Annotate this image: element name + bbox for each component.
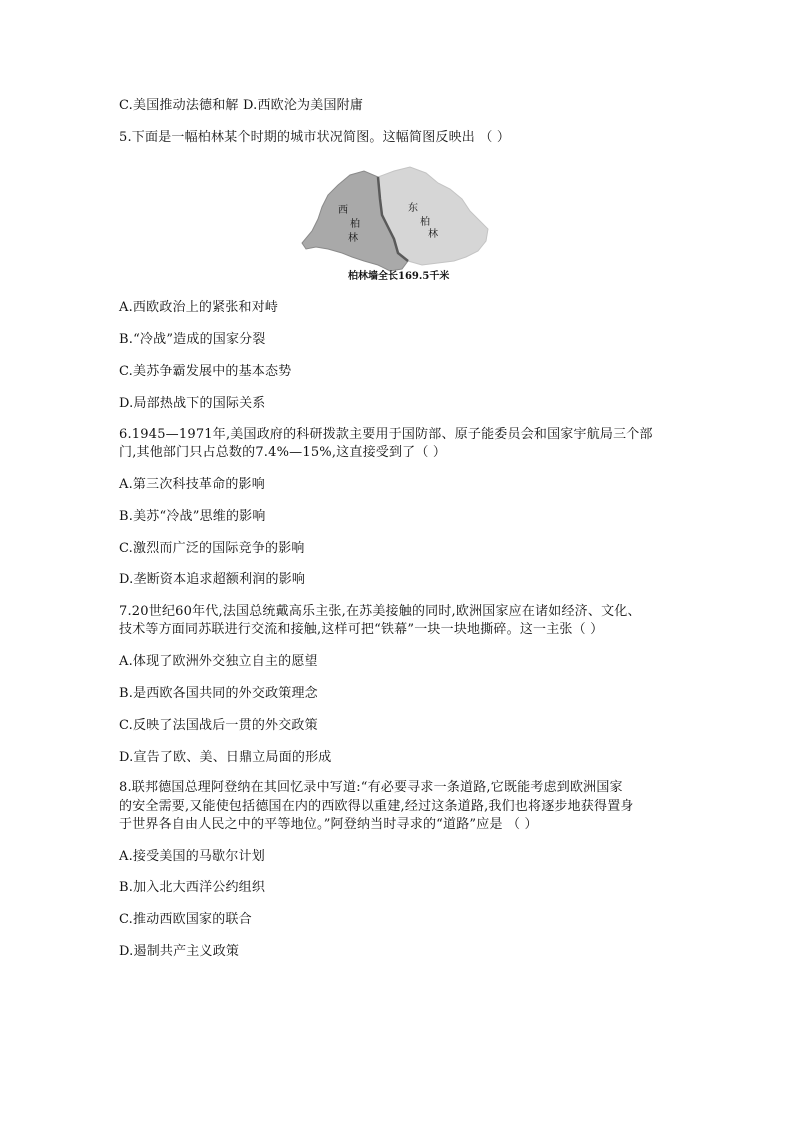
west-label-1: 西 bbox=[338, 205, 348, 216]
option-8d: D.遏制共产主义政策 bbox=[119, 944, 240, 959]
option-5c: C.美苏争霸发展中的基本态势 bbox=[119, 364, 292, 379]
question-5-stem: 5.下面是一幅柏林某个时期的城市状况简图。这幅简图反映出 （ ） bbox=[119, 130, 511, 145]
east-label-3: 林 bbox=[428, 229, 438, 240]
option-7a: A.体现了欧洲外交独立自主的愿望 bbox=[119, 654, 318, 669]
question-7-stem-line-2: 技术等方面同苏联进行交流和接触,这样可把“铁幕”一块一块地撕碎。这一主张（ ） bbox=[119, 622, 604, 637]
berlin-map-svg bbox=[298, 165, 494, 285]
question-6-stem-line-1: 6.1945—1971年,美国政府的科研拨款主要用于国防部、原子能委员会和国家宇航局三个部 bbox=[119, 427, 653, 442]
question-6-stem-line-2: 门,其他部门只占总数的7.4%—15%,这直接受到了（ ） bbox=[119, 445, 447, 460]
option-8b: B.加入北大西洋公约组织 bbox=[119, 880, 266, 895]
question-8-stem-line-2: 的安全需要,又能使包括德国在内的西欧得以重建,经过这条道路,我们也将逐步地获得置身 bbox=[119, 799, 634, 814]
question-7-stem-line-1: 7.20世纪60年代,法国总统戴高乐主张,在苏美接触的同时,欧洲国家应在诸如经济、文化、 bbox=[119, 604, 641, 619]
east-label-2: 柏 bbox=[420, 217, 430, 228]
option-4c-4d: C.美国推动法德和解 D.西欧沦为美国附庸 bbox=[119, 98, 364, 113]
option-5a: A.西欧政治上的紧张和对峙 bbox=[119, 300, 279, 315]
option-5b: B.“冷战”造成的国家分裂 bbox=[119, 332, 266, 347]
question-8-stem-line-3: 于世界各自由人民之中的平等地位。”阿登纳当时寻求的“道路”应是 （ ） bbox=[119, 817, 538, 832]
west-label-3: 林 bbox=[348, 233, 358, 244]
option-6c: C.激烈而广泛的国际竞争的影响 bbox=[119, 541, 305, 556]
option-8c: C.推动西欧国家的联合 bbox=[119, 912, 252, 927]
option-7c: C.反映了法国战后一贯的外交政策 bbox=[119, 718, 318, 733]
west-label-2: 柏 bbox=[350, 219, 360, 230]
option-8a: A.接受美国的马歇尔计划 bbox=[119, 849, 265, 864]
option-6b: B.美苏“冷战”思维的影响 bbox=[119, 509, 266, 524]
option-6a: A.第三次科技革命的影响 bbox=[119, 477, 265, 492]
option-5d: D.局部热战下的国际关系 bbox=[119, 396, 266, 411]
question-8-stem-line-1: 8.联邦德国总理阿登纳在其回忆录中写道:“有必要寻求一条道路,它既能考虑到欧洲国家 bbox=[119, 780, 623, 795]
map-caption: 柏林墙全长169.5千米 bbox=[348, 271, 450, 282]
east-label-1: 东 bbox=[408, 203, 418, 214]
option-7b: B.是西欧各国共同的外交政策理念 bbox=[119, 686, 318, 701]
berlin-map bbox=[298, 165, 494, 285]
option-7d: D.宣告了欧、美、日鼎立局面的形成 bbox=[119, 750, 332, 765]
option-6d: D.垄断资本追求超额利润的影响 bbox=[119, 572, 306, 587]
